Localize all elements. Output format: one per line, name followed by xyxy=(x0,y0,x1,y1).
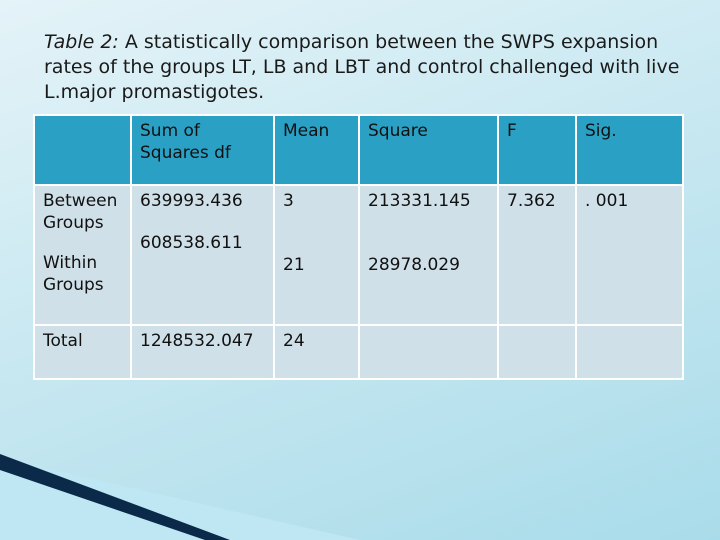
header-sum-of-squares-df-label: Sum of Squares df xyxy=(140,121,231,163)
cell-sig xyxy=(576,185,683,325)
total-sum-of-squares: 1248532.047 xyxy=(140,331,254,351)
caption-lead: Table 2: xyxy=(44,31,119,53)
within-sum-of-squares: 608538.611 xyxy=(140,233,243,253)
header-f xyxy=(498,115,576,185)
decorative-swoosh xyxy=(0,440,360,540)
swoosh-dark-band xyxy=(0,454,230,540)
anova-table xyxy=(33,114,684,380)
cell-total-mean-square xyxy=(359,325,498,379)
cell-df xyxy=(274,185,359,325)
swoosh-light-band xyxy=(0,458,360,540)
header-row xyxy=(34,115,683,185)
cell-mean-square xyxy=(359,185,498,325)
cell-total-df xyxy=(274,325,359,379)
cell-total-sum-of-squares xyxy=(131,325,274,379)
header-square-label: Square xyxy=(368,121,428,141)
cell-total-label xyxy=(34,325,131,379)
header-square xyxy=(359,115,498,185)
within-groups-label: Within Groups xyxy=(43,253,104,295)
cell-total-f xyxy=(498,325,576,379)
cell-sum-of-squares xyxy=(131,185,274,325)
header-mean xyxy=(274,115,359,185)
caption-text: A statistically comparison between the SWPS expansion rates of the groups LT, LB and LBT and control challenged with live L.major promastigotes. xyxy=(44,31,680,103)
between-groups-label: Between Groups xyxy=(43,191,118,233)
cell-group-labels xyxy=(34,185,131,325)
table-row-between-within xyxy=(34,185,683,325)
header-sig-label: Sig. xyxy=(585,121,617,141)
header-empty-cell xyxy=(34,115,131,185)
header-sig xyxy=(576,115,683,185)
cell-f xyxy=(498,185,576,325)
cell-total-sig xyxy=(576,325,683,379)
anova-table-container xyxy=(33,114,684,380)
header-sum-of-squares-df xyxy=(131,115,274,185)
within-mean-square: 28978.029 xyxy=(368,255,460,275)
table-caption xyxy=(44,30,684,105)
within-df: 21 xyxy=(283,255,305,275)
total-label: Total xyxy=(43,331,83,351)
total-df: 24 xyxy=(283,331,305,351)
between-sig: . 001 xyxy=(585,191,629,211)
header-mean-label: Mean xyxy=(283,121,330,141)
between-df: 3 xyxy=(283,191,294,211)
between-mean-square: 213331.145 xyxy=(368,191,471,211)
header-f-label: F xyxy=(507,121,517,141)
table-row-total xyxy=(34,325,683,379)
between-sum-of-squares: 639993.436 xyxy=(140,191,243,211)
between-f: 7.362 xyxy=(507,191,556,211)
